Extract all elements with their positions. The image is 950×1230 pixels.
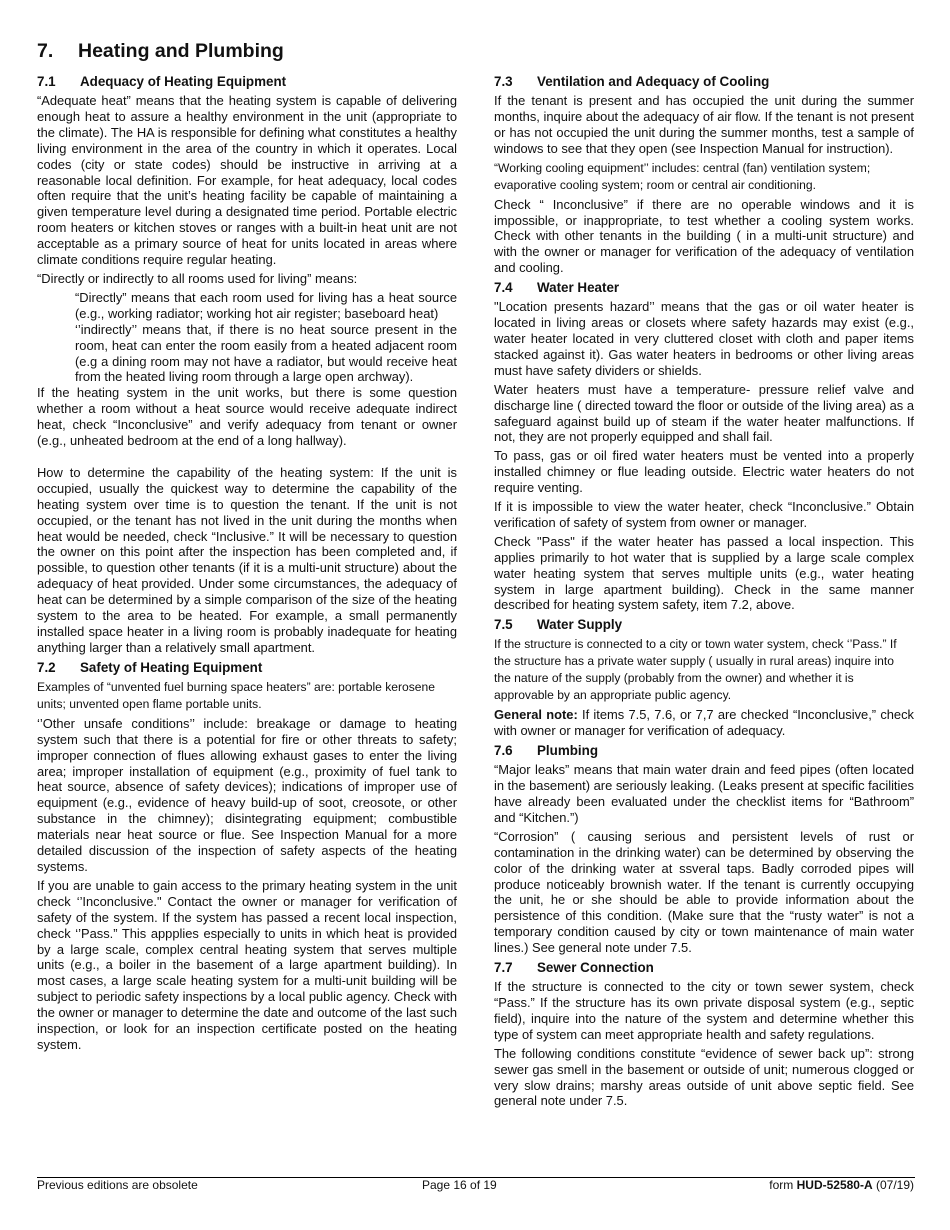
general-note — [494, 707, 914, 739]
note-label: General note: — [494, 707, 578, 723]
paragraph: If it is impossible to view the water heater, check “Inconclusive.” Obtain verification of safety of system from owner or manager. — [494, 499, 914, 530]
heading-text: Water Supply — [537, 617, 623, 633]
heading-7-6 — [494, 742, 914, 760]
paragraph: “Working cooling equipment’’ includes: central (fan) ventilation system; evaporative cooling system; room or central air conditioning. — [494, 160, 871, 192]
heading-7-5 — [494, 616, 914, 634]
note-text: If items 7.5, 7.6, or 7,7 are checked “Inconclusive,” check with owner or manager for verification of adequacy. — [494, 707, 914, 739]
paragraph: If you are unable to gain access to the primary heating system in the unit check ‘’Inconclusive." Contact the owner or manager for verification of safety of the system. If the system has passed a recent local inspection, check ‘’Pass.” This appplies especially to units in which heat is provided by a large scale, complex central heating system that serves multiple units (e.g., a boiler in the basement of a large apartment building). In most cases, a large scale heating system for a multi-unit building will be subject to periodic safety inspections by a local public agency. Check with the owner or manager to determine the date and outcome of the last such inspection, or look for an inspection certificate posted on the heating system. — [37, 877, 457, 1052]
paragraph: Water heaters must have a temperature- pressure relief valve and discharge line ( directed toward the floor or outside of the living area) as a safeguard against build up of steam if the water heater malfunctions. If not, they are not properly equipped and shall fail. — [494, 381, 914, 445]
paragraph: "Location presents hazard’’ means that the gas or oil water heater is located in living areas or closets where safety hazards may exist (e.g., water heater located in very cluttered closet with cloth and paper items stacked against it). Gas water heaters in bedrooms or other living areas must have safety dividers or shields. — [494, 299, 914, 378]
heading-text: Adequacy of Heating Equipment — [80, 74, 287, 89]
paragraph: “Directly or indirectly to all rooms used for living” means: — [37, 270, 358, 286]
paragraph: ‘’Other unsafe conditions’’ include: breakage or damage to heating system such that there is a potential for fire or other threats to safety; improper connection of flues allowing exhaust gases to enter the living area; improper installation of equipment (e.g., proximity of fuel tank to heat source, absence of safety devices); indications of improper use of equipment (e.g., evidence of heavy build-up of soot, creosote, or other substance in the chimney); disintegrating equipment; combustible materials near heat source or flue. See Inspection Manual for a more detailed discussion of the inspection of safety aspects of the heating systems. — [37, 715, 457, 874]
paragraph: If the structure is connected to a city or town water system, check ‘’Pass.” If the structure has a private water supply ( usually in rural areas) inquire into the nature of the supply (probably from the owner) and whether it is approvable by an appropriate public agency. — [494, 637, 897, 703]
paragraph: If the tenant is present and has occupied the unit during the summer months, inquire about the adequacy of air flow. If the tenant is not present or has not occupied the unit during the summer months, test a sample of windows to see that they open (see Inspection Manual for instruction). — [494, 93, 914, 156]
footer-page-number: Page 16 of 19 — [422, 1178, 497, 1192]
paragraph: Check "Pass" if the water heater has passed a local inspection. This applies primarily to hot water that is supplied by a large scale complex water heating system that serves multiple units (e.g., water heating system in large apartment building). Check in the same manner described for heating system safety, item 7.2, above. — [494, 533, 914, 613]
heading-7-3 — [494, 73, 914, 91]
paragraph: “Corrosion” ( causing serious and persistent levels of rust or contamination in the drinking water) can be determined by observing the color of the drinking water at ssveral taps. Badly corroded pipes will produce noticeably brownish water. If the tenant is currently occupying the unit, he or she should be able to provide information about the persistence of this condition. (Make sure that the “rusty water” is not a temporary condition caused by city or town maintenance of main water lines.) See general note under 7.5. — [494, 828, 914, 956]
heading-text: Sewer Connection — [537, 960, 654, 976]
indented-paragraph: “Directly” means that each room used for living has a heat source (e.g., working radiator; working hot air register; baseboard heat) — [75, 289, 457, 321]
paragraph: Check “ Inconclusive” if there are no operable windows and it is impossible, or inappropriate, to test whether a cooling system works. Check with other tenants in the building ( in a multi-unit structure) and with the owner or manager for verification of the adequacy of ventilation and cooling. — [494, 196, 914, 276]
paragraph: Examples of “unvented fuel burning space heaters” are: portable kerosene units; unvented open flame portable units. — [37, 679, 435, 711]
footer-editions-note: Previous editions are obsolete — [37, 1178, 198, 1192]
heading-7-2 — [37, 659, 457, 677]
heading-7-1 — [37, 73, 457, 91]
indented-paragraph: ‘’indirectly’’ means that, if there is no heat source present in the room, heat can enter the room easily from a heated adjacent room (e.g a dining room may not have a radiator, but would receive heat from the heated living room through a large open archway). — [75, 321, 457, 385]
paragraph: “Adequate heat” means that the heating system is capable of delivering enough heat to assure a healthy environment in the unit (appropriate to the climate). The HA is responsible for defining what constitutes a healthy living environment in the area of the country in which it operates. Local codes (city or state codes) should be instructive in arriving at a reasonable local definition. For example, for heat adequacy, local codes often require that the unit’s heating facility be capable of maintaining a given temperature level during a designated time period. Portable electric room heaters or kitchen stoves or ranges with a built-in heat unit are not acceptable as a primary source of heat for units located in areas where climate conditions require regular heating. — [37, 93, 457, 268]
heading-number: 7.7 — [494, 960, 513, 976]
paragraph: “Major leaks” means that main water drain and feed pipes (often located in the basement) are seriously leaking. (Leaks present at specific facilities have already been evaluated under the checklist items for “Bathroom” and “Kitchen.”) — [494, 762, 914, 825]
paragraph: If the structure is connected to the city or town sewer system, check “Pass.” If the structure has its own private disposal system (e.g., septic field), inquire into the nature of the system and determine whether this type of system can meet appropriate health and safety regulations. — [494, 979, 914, 1042]
section-number: 7. — [37, 40, 54, 62]
form-number: HUD-52580-A — [796, 1178, 873, 1192]
heading-text: Safety of Heating Equipment — [80, 659, 263, 675]
heading-number: 7.4 — [494, 280, 513, 296]
heading-number: 7.5 — [494, 617, 513, 633]
heading-number: 7.3 — [494, 74, 513, 89]
form-date: (07/19) — [872, 1178, 914, 1192]
section-title: Heating and Plumbing — [78, 40, 284, 62]
form-prefix: form — [769, 1178, 797, 1192]
heading-text: Plumbing — [537, 743, 598, 759]
heading-text: Water Heater — [537, 280, 620, 296]
paragraph: The following conditions constitute “evidence of sewer back up”: strong sewer gas smell in the basement or outside of unit; numerous clogged or very slow drains; marshy areas outside of unit above septic field. See general note under 7.5. — [494, 1045, 914, 1109]
paragraph: If the heating system in the unit works, but there is some question whether a room without a heat source would receive adequate indirect heat, check “Inconclusive” and verify adequacy from tenant or owner (e.g., unheated bedroom at the end of a long hallway). — [37, 385, 457, 449]
heading-text: Ventilation and Adequacy of Cooling — [537, 74, 770, 89]
page-title — [37, 40, 284, 63]
left-column — [37, 73, 457, 1056]
heading-number: 7.2 — [37, 659, 56, 675]
right-column — [494, 73, 914, 1112]
heading-7-7 — [494, 959, 914, 977]
paragraph: How to determine the capability of the heating system: If the unit is occupied, usually the quickest way to determine the capability of the heating system over time is to question the tenant. If the unit is not occupied, or the tenant has not lived in the unit during the months when heat would be needed, check “Inclusive.” It will be necessary to question the owner on this point after the inspection has been completed and, if possible, to question other tenants (if it is a multi-unit structure) about the adequacy of heat provided. Under some circumstances, the adequacy of heat can be determined by a simple comparison of the size of the heating system to the area to be heated. For example, a small permanently installed space heater in a living room is probably inadequate for heating anything larger than a relatively small apartment. — [37, 464, 457, 655]
heading-number: 7.1 — [37, 74, 56, 89]
heading-number: 7.6 — [494, 743, 513, 759]
footer-form-id — [769, 1178, 914, 1192]
heading-7-4 — [494, 279, 914, 297]
paragraph: To pass, gas or oil fired water heaters must be vented into a properly installed chimney or flue leading outside. Electric water heaters do not require venting. — [494, 448, 914, 496]
